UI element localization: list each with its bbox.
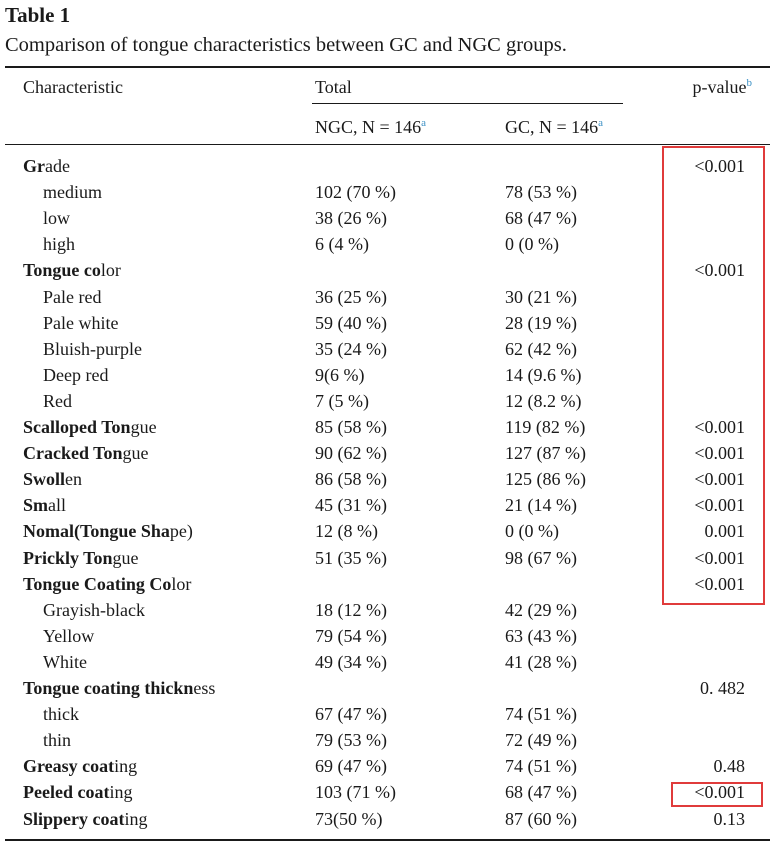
header-ngc: NGC, $N = 146^a$: [315, 117, 427, 137]
table-row: [0, 652, 779, 678]
gc-value: 14 (9.6 %): [505, 364, 582, 385]
table-row: [0, 626, 779, 652]
row-label-rest: gue: [122, 443, 149, 464]
ngc-value: 86 (58 %): [315, 469, 387, 490]
ngc-value: 73(50 %): [315, 808, 383, 829]
row-label: medium: [43, 182, 102, 203]
row-label: [23, 156, 70, 177]
gc-value: 62 (42 %): [505, 338, 577, 359]
ngc-value: 59 (40 %): [315, 312, 387, 333]
row-label-bold: Tongue Coating Co: [23, 573, 172, 594]
p-value: 0.13: [713, 808, 745, 829]
ngc-value: 36 (25 %): [315, 286, 387, 307]
gc-value: 68 (47 %): [505, 208, 577, 229]
p-value: 0.48: [713, 756, 745, 777]
gc-value: 30 (21 %): [505, 286, 577, 307]
row-label-rest: ing: [124, 808, 148, 829]
p-value: 0.001: [704, 521, 745, 542]
total-underline: [312, 103, 623, 104]
row-label: high: [43, 234, 76, 255]
p-value: <0.001: [694, 782, 745, 803]
table-title: Table 1: [5, 3, 71, 27]
gc-value: 42 (29 %): [505, 599, 577, 620]
footnote-a: a: [598, 117, 604, 129]
gc-value: 74 (51 %): [505, 756, 577, 777]
gc-value: 0 (0 %): [505, 521, 559, 542]
row-label: [23, 782, 132, 803]
ngc-value: 79 (53 %): [315, 730, 387, 751]
row-label-bold: Cracked Ton: [23, 443, 123, 464]
ngc-value: 18 (12 %): [315, 599, 387, 620]
row-label: [23, 756, 137, 777]
top-rule: [5, 66, 770, 68]
row-label: Bluish-purple: [43, 338, 142, 359]
gc-value: 87 (60 %): [505, 808, 577, 829]
table-row: [0, 756, 779, 782]
header-rule: [5, 144, 770, 145]
row-label-bold: Peeled coat: [23, 782, 110, 803]
row-label-bold: Slippery coat: [23, 808, 125, 829]
ngc-value: 103 (71 %): [315, 782, 396, 803]
row-label: Deep red: [43, 364, 109, 385]
gc-value: 127 (87 %): [505, 443, 586, 464]
row-label: low: [43, 208, 70, 229]
footnote-a: a: [421, 117, 427, 129]
footnote-b: b: [746, 77, 752, 89]
row-label-bold: Greasy coat: [23, 756, 115, 777]
row-label-rest: ess: [193, 678, 216, 698]
table-row: [0, 809, 779, 835]
ngc-value: 67 (47 %): [315, 704, 387, 725]
header-total: Total: [315, 77, 352, 97]
row-label-bold: Gr: [23, 156, 45, 176]
gc-value: 72 (49 %): [505, 730, 577, 751]
row-label: Grayish-black: [43, 599, 145, 620]
row-label: thick: [43, 704, 79, 725]
ngc-value: 9(6 %): [315, 364, 365, 385]
gc-value: 125 (86 %): [505, 469, 586, 490]
row-label-rest: all: [48, 495, 67, 516]
gc-value: 98 (67 %): [505, 547, 577, 568]
p-value: <0.001: [694, 443, 745, 464]
ngc-value: 51 (35 %): [315, 547, 387, 568]
row-label-bold: Tongue coating thickn: [23, 678, 194, 698]
row-label-rest: ing: [114, 756, 138, 777]
header-characteristic: Characteristic: [23, 77, 123, 97]
row-label-rest: pe): [169, 521, 193, 542]
row-label: [23, 678, 215, 699]
ngc-value: 79 (54 %): [315, 625, 387, 646]
row-label: [23, 495, 66, 516]
row-label-bold: Tongue co: [23, 260, 101, 281]
header-gc: GC, $N = 146^a$: [505, 117, 604, 137]
row-label-rest: en: [65, 469, 83, 490]
header-pvalue: p-value$^b$: [692, 77, 752, 97]
row-label-bold: Sm: [23, 495, 49, 516]
highlight-box-pvalues: [662, 146, 765, 605]
p-value: <0.001: [694, 547, 745, 568]
ngc-value: 90 (62 %): [315, 443, 387, 464]
p-value: <0.001: [694, 495, 745, 516]
gc-value: 74 (51 %): [505, 704, 577, 725]
ngc-value: 69 (47 %): [315, 756, 387, 777]
row-label: Red: [43, 390, 72, 411]
row-label: [23, 574, 191, 595]
highlight-box-peeled: [671, 782, 763, 807]
row-label: [23, 469, 82, 490]
row-label-rest: lor: [171, 573, 192, 594]
ngc-value: 85 (58 %): [315, 417, 387, 437]
gc-value: 78 (53 %): [505, 182, 577, 203]
row-label-rest: lor: [100, 260, 121, 281]
row-label: [23, 521, 193, 542]
row-label-bold: Prickly Ton: [23, 547, 113, 568]
ngc-value: 7 (5 %): [315, 390, 369, 411]
gc-value: 0 (0 %): [505, 234, 559, 255]
p-value: <0.001: [694, 469, 745, 490]
row-label: [23, 417, 157, 438]
ngc-value: 45 (31 %): [315, 495, 387, 516]
gc-value: 119 (82 %): [505, 417, 586, 437]
p-value: <0.001: [694, 573, 745, 594]
row-label: [23, 809, 148, 830]
ngc-value: 12 (8 %): [315, 521, 378, 542]
row-label-rest: gue: [130, 417, 157, 437]
gc-value: 41 (28 %): [505, 651, 577, 672]
row-label-rest: gue: [112, 547, 139, 568]
ngc-value: 38 (26 %): [315, 208, 387, 229]
row-label: [23, 260, 121, 281]
row-label: Yellow: [43, 625, 95, 646]
p-value: <0.001: [694, 417, 745, 437]
gc-value: 68 (47 %): [505, 782, 577, 803]
gc-value: 21 (14 %): [505, 495, 577, 516]
table-row: [0, 782, 779, 808]
ngc-value: 102 (70 %): [315, 182, 396, 203]
row-label-bold: Swoll: [23, 469, 66, 490]
ngc-value: 35 (24 %): [315, 338, 387, 359]
row-label: Pale red: [43, 286, 102, 307]
gc-value: 63 (43 %): [505, 625, 577, 646]
row-label: [23, 548, 139, 569]
p-value: <0.001: [694, 260, 745, 281]
table-caption: Comparison of tongue characteristics between GC and NGC groups.: [5, 34, 567, 56]
table-row: [0, 730, 779, 756]
row-label-bold: Scalloped Ton: [23, 417, 131, 437]
gc-value: 12 (8.2 %): [505, 390, 582, 411]
ngc-value: 6 (4 %): [315, 234, 369, 255]
bottom-rule: [5, 839, 770, 841]
table-row: [0, 678, 779, 704]
p-value: 0. 482: [700, 678, 745, 698]
row-label: [23, 443, 149, 464]
row-label: thin: [43, 730, 72, 751]
row-label-rest: ing: [109, 782, 133, 803]
row-label-rest: ade: [45, 156, 70, 176]
row-label: White: [43, 651, 87, 672]
gc-value: 28 (19 %): [505, 312, 577, 333]
ngc-value: 49 (34 %): [315, 651, 387, 672]
p-value: <0.001: [694, 156, 745, 176]
row-label: Pale white: [43, 312, 119, 333]
table-row: [0, 704, 779, 730]
row-label-bold: Nomal(Tongue Sha: [23, 521, 170, 542]
